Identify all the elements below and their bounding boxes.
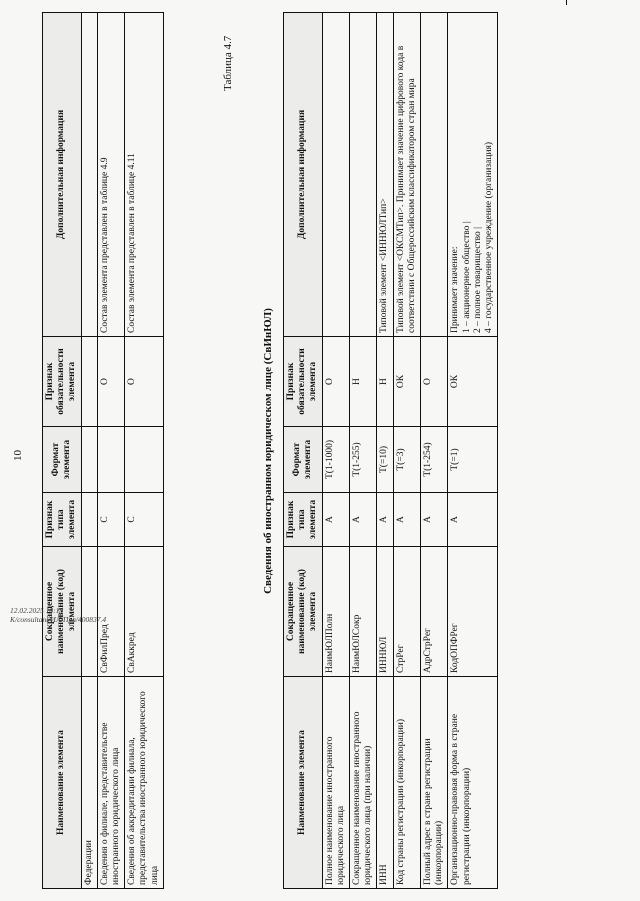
- header-required: Признак обязательности элемента: [284, 337, 323, 427]
- header-format: Формат элемента: [43, 427, 82, 493]
- cell-type: А: [421, 493, 448, 547]
- cell-type: А: [448, 493, 498, 547]
- cell-short-code: АдрСтрРег: [421, 547, 448, 677]
- table-row: [125, 13, 164, 889]
- cell-format: T(=3): [393, 427, 420, 493]
- cell-info: Типовой элемент <ИННЮЛТип>: [377, 13, 393, 337]
- cell-required: [81, 337, 97, 427]
- table-row: [97, 13, 124, 889]
- table-title: Сведения об иностранном юридическом лице (СвИнЮЛ): [262, 308, 274, 594]
- cell-info: Принимает значение: 1 – акционерное общество | 2 – полное товарищество | 4 – государственное учреждение (организация): [448, 13, 498, 337]
- cell-format: T(1-1000): [322, 427, 349, 493]
- cell-element-name: Сокращенное наименование иностранного юридического лица (при наличии): [350, 677, 377, 889]
- cell-type: А: [322, 493, 349, 547]
- cell-element-name: Полный адрес в стране регистрации (инкорпорации): [421, 677, 448, 889]
- table-header-row: [284, 13, 323, 889]
- cell-required: О: [322, 337, 349, 427]
- cell-element-name: ИНН: [377, 677, 393, 889]
- cell-element-name: Организационно-правовая форма в стране регистрации (инкорпорации): [448, 677, 498, 889]
- cell-format: [81, 427, 97, 493]
- cell-format: [125, 427, 164, 493]
- cell-required: Н: [377, 337, 393, 427]
- table-row: [448, 13, 498, 889]
- table-continuation: [42, 12, 164, 889]
- cell-required: ОК: [393, 337, 420, 427]
- page-number: 10: [12, 450, 24, 461]
- cell-required: ОК: [448, 337, 498, 427]
- cell-format: T(1-255): [350, 427, 377, 493]
- cell-element-name: Код страны регистрации (инкорпорации): [393, 677, 420, 889]
- cell-type: А: [350, 493, 377, 547]
- table-row: [350, 13, 377, 889]
- table-row: [322, 13, 349, 889]
- cell-required: О: [97, 337, 124, 427]
- stamp-date: 12.02.2025 10:13: [10, 606, 64, 615]
- cell-short-code: НаимЮЛСокр: [350, 547, 377, 677]
- cell-info: [350, 13, 377, 337]
- cell-info: [81, 13, 97, 337]
- cell-info: Состав элемента представлен в таблице 4.9: [97, 13, 124, 337]
- stamp-path: К/consultant/ИЛ/Пра/400837.4: [10, 615, 107, 624]
- cell-format: T(=10): [377, 427, 393, 493]
- header-element-name: Наименование элемента: [43, 677, 82, 889]
- header-format: Формат элемента: [284, 427, 323, 493]
- cell-format: T(1-254): [421, 427, 448, 493]
- table-foreign-entity: [283, 12, 498, 889]
- cell-element-name: Полное наименование иностранного юридического лица: [322, 677, 349, 889]
- cell-element-name: Федерации: [81, 677, 97, 889]
- cell-type: А: [393, 493, 420, 547]
- margin-mark: [566, 0, 567, 5]
- header-required: Признак обязательности элемента: [43, 337, 82, 427]
- cell-short-code: СтрРег: [393, 547, 420, 677]
- table-row: [377, 13, 393, 889]
- cell-type: [81, 493, 97, 547]
- cell-format: T(=1): [448, 427, 498, 493]
- cell-type: С: [97, 493, 124, 547]
- cell-short-code: НаимЮЛПолн: [322, 547, 349, 677]
- cell-short-code: ИННЮЛ: [377, 547, 393, 677]
- cell-required: О: [125, 337, 164, 427]
- cell-required: О: [421, 337, 448, 427]
- cell-element-name: Сведения об аккредитации филиала, представительства иностранного юридического лица: [125, 677, 164, 889]
- header-element-name: Наименование элемента: [284, 677, 323, 889]
- cell-element-name: Сведения о филиале, представительстве иностранного юридического лица: [97, 677, 124, 889]
- header-short-code: Сокращенное наименование (код) элемента: [284, 547, 323, 677]
- header-short-code: Сокращенное наименование (код) элемента: [43, 547, 82, 677]
- header-info: Дополнительная информация: [284, 13, 323, 337]
- cell-short-code: СвФилПред: [97, 547, 124, 677]
- cell-info: [421, 13, 448, 337]
- table-row: [81, 13, 97, 889]
- table-row: [421, 13, 448, 889]
- cell-short-code: КодОПФРег: [448, 547, 498, 677]
- header-type: Признак типа элемента: [43, 493, 82, 547]
- header-info: Дополнительная информация: [43, 13, 82, 337]
- table-number: Таблица 4.7: [222, 35, 234, 91]
- cell-info: Состав элемента представлен в таблице 4.11: [125, 13, 164, 337]
- table-header-row: [43, 13, 82, 889]
- cell-format: [97, 427, 124, 493]
- cell-info: Типовой элемент <ОКСМТип>. Принимает значение цифрового кода в соответствии с Общероссийским классификатором стран мира: [393, 13, 420, 337]
- table-row: [393, 13, 420, 889]
- cell-info: [322, 13, 349, 337]
- cell-type: А: [377, 493, 393, 547]
- cell-short-code: СвАккред: [125, 547, 164, 677]
- cell-required: Н: [350, 337, 377, 427]
- header-type: Признак типа элемента: [284, 493, 323, 547]
- cell-type: С: [125, 493, 164, 547]
- file-stamp: [10, 606, 106, 624]
